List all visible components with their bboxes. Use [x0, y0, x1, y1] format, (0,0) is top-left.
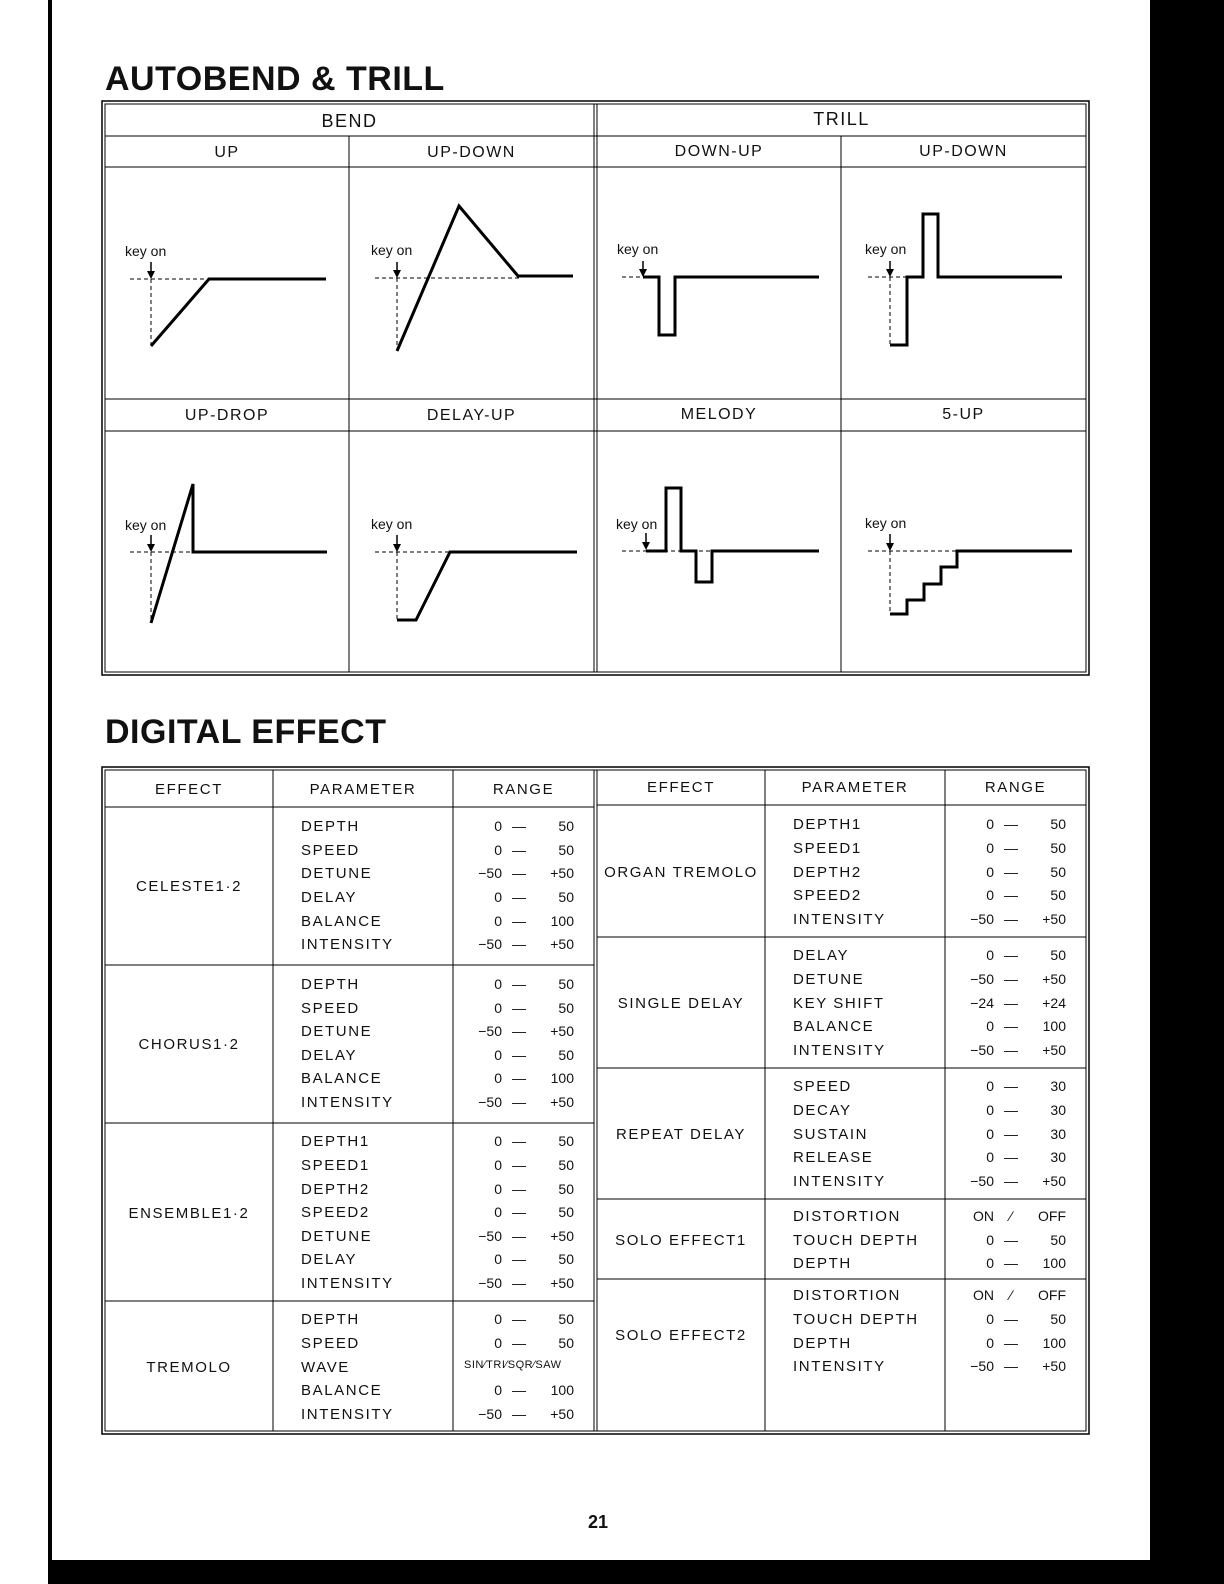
param-name: DETUNE	[301, 1023, 373, 1040]
graph-delay-up	[375, 535, 577, 620]
param-name: DEPTH	[301, 1311, 360, 1328]
param-range: 0 — 30	[986, 1078, 1066, 1094]
param-name: DELAY	[301, 1251, 358, 1268]
param-range: 0 — 50	[494, 1251, 574, 1267]
param-name: DEPTH	[301, 976, 360, 993]
param-range: 0 — 50	[494, 842, 574, 858]
param-range: 0 — 50	[494, 976, 574, 992]
param-name: DECAY	[793, 1102, 852, 1119]
param-name: DISTORTION	[793, 1287, 901, 1304]
param-range: 0 — 50	[986, 947, 1066, 963]
caption-bend-up-down: UP-DOWN	[427, 144, 516, 161]
param-range: −50 — +50	[970, 1173, 1066, 1189]
param-range: 0 — 30	[986, 1102, 1066, 1118]
key-on-label: key on	[865, 515, 907, 531]
param-name: INTENSITY	[793, 1042, 886, 1059]
effect-name: SOLO EFFECT2	[615, 1327, 747, 1344]
header-range: RANGE	[984, 779, 1047, 796]
effect-name: TREMOLO	[146, 1359, 232, 1376]
caption-trill-down-up: DOWN-UP	[674, 143, 764, 160]
param-range: 0 — 100	[494, 1070, 574, 1086]
param-name: INTENSITY	[301, 1094, 394, 1111]
param-range: 0 — 50	[494, 889, 574, 905]
param-range: −50 — +50	[478, 1228, 574, 1244]
param-name: SPEED2	[793, 887, 862, 904]
effect-name: SINGLE DELAY	[617, 995, 745, 1012]
header-parameter: PARAMETER	[801, 779, 909, 796]
param-name: DEPTH2	[301, 1181, 370, 1198]
param-range: 0 — 50	[986, 840, 1066, 856]
param-name: DISTORTION	[793, 1208, 901, 1225]
param-name: SPEED1	[793, 840, 862, 857]
page-border-bottom	[48, 1560, 1224, 1584]
param-name: SUSTAIN	[793, 1126, 869, 1143]
effect-name: ENSEMBLE1·2	[128, 1205, 250, 1222]
param-name: SPEED	[301, 1335, 360, 1352]
header-effect: EFFECT	[155, 781, 223, 798]
param-range: 0 — 50	[986, 864, 1066, 880]
param-name: WAVE	[301, 1359, 350, 1376]
param-name: SPEED	[301, 1000, 360, 1017]
param-name: SPEED	[793, 1078, 852, 1095]
param-name: DEPTH	[793, 1335, 852, 1352]
param-range: −50 — +50	[970, 1042, 1066, 1058]
page-number: 21	[588, 1512, 609, 1532]
graph-melody	[622, 488, 819, 582]
param-name: SPEED	[301, 842, 360, 859]
param-range: −50 — +50	[478, 1275, 574, 1291]
effect-name: SOLO EFFECT1	[615, 1232, 747, 1249]
param-name: DELAY	[301, 889, 358, 906]
param-name: BALANCE	[301, 1070, 383, 1087]
graph-trill-up-down	[868, 214, 1062, 345]
autobend-title: AUTOBEND & TRILL	[105, 60, 445, 98]
param-range: −50 — +50	[970, 1358, 1066, 1374]
param-range: 0 — 50	[494, 818, 574, 834]
param-name: INTENSITY	[793, 1358, 886, 1375]
param-name: DEPTH	[793, 1255, 852, 1272]
param-name: DELAY	[301, 1047, 358, 1064]
graph-trill-down-up	[622, 261, 819, 335]
param-range: 0 — 100	[986, 1255, 1066, 1271]
param-range: 0 — 50	[494, 1204, 574, 1220]
param-name: INTENSITY	[793, 911, 886, 928]
param-range: −50 — +50	[970, 971, 1066, 987]
param-range: 0 — 50	[494, 1311, 574, 1327]
caption-trill-up-down: UP-DOWN	[919, 143, 1008, 160]
param-range: ON ∕ OFF	[973, 1287, 1066, 1303]
param-name: BALANCE	[301, 913, 383, 930]
param-name: SPEED2	[301, 1204, 370, 1221]
param-name: KEY SHIFT	[793, 995, 885, 1012]
param-name: DETUNE	[301, 865, 373, 882]
key-on-label: key on	[125, 517, 167, 533]
digital-effect-title: DIGITAL EFFECT	[105, 713, 387, 751]
param-range: 0 — 50	[494, 1181, 574, 1197]
param-range: −24 — +24	[970, 995, 1066, 1011]
key-on-label: key on	[617, 241, 659, 257]
graph-5-up	[868, 534, 1072, 614]
key-on-label: key on	[371, 516, 413, 532]
param-range: 0 — 30	[986, 1149, 1066, 1165]
param-name: SPEED1	[301, 1157, 370, 1174]
graph-bend-up-down	[375, 206, 573, 351]
effect-name: CELESTE1·2	[135, 878, 243, 895]
param-range: 0 — 50	[494, 1335, 574, 1351]
param-name: DEPTH	[301, 818, 360, 835]
param-name: DEPTH2	[793, 864, 862, 881]
param-name: INTENSITY	[301, 1275, 394, 1292]
caption-up-drop: UP-DROP	[184, 407, 270, 424]
key-on-label: key on	[371, 242, 413, 258]
param-range: −50 — +50	[970, 911, 1066, 927]
header-effect: EFFECT	[647, 779, 715, 796]
bend-header: BEND	[321, 111, 378, 131]
param-name: DELAY	[793, 947, 850, 964]
param-range: 0 — 50	[986, 887, 1066, 903]
param-name: TOUCH DEPTH	[793, 1232, 919, 1249]
param-name: INTENSITY	[301, 936, 394, 953]
param-name: INTENSITY	[793, 1173, 886, 1190]
graph-up	[130, 262, 326, 346]
param-range: 0 — 50	[494, 1000, 574, 1016]
caption-5-up: 5-UP	[942, 406, 985, 423]
param-range: −50 — +50	[478, 936, 574, 952]
effect-name: ORGAN TREMOLO	[604, 864, 758, 881]
param-range: 0 — 50	[494, 1047, 574, 1063]
param-range: 0 — 50	[494, 1157, 574, 1173]
param-range: 0 — 100	[494, 913, 574, 929]
param-range: 0 — 30	[986, 1126, 1066, 1142]
param-name: DETUNE	[301, 1228, 373, 1245]
caption-melody: MELODY	[680, 406, 758, 423]
param-name: TOUCH DEPTH	[793, 1311, 919, 1328]
caption-delay-up: DELAY-UP	[426, 407, 517, 424]
param-range: SIN∕TRI∕SQR∕SAW	[464, 1359, 562, 1371]
param-name: BALANCE	[301, 1382, 383, 1399]
graph-up-drop	[130, 484, 327, 623]
param-range: 0 — 50	[986, 1311, 1066, 1327]
key-on-label: key on	[125, 243, 167, 259]
effect-name: REPEAT DELAY	[615, 1126, 747, 1143]
param-range: −50 — +50	[478, 1406, 574, 1422]
param-range: 0 — 100	[986, 1018, 1066, 1034]
param-range: −50 — +50	[478, 1094, 574, 1110]
autobend-diagram-grid	[0, 0, 1224, 700]
param-name: DEPTH1	[301, 1133, 370, 1150]
param-name: INTENSITY	[301, 1406, 394, 1423]
key-on-label: key on	[616, 516, 658, 532]
param-range: −50 — +50	[478, 1023, 574, 1039]
param-name: DEPTH1	[793, 816, 862, 833]
param-range: −50 — +50	[478, 865, 574, 881]
param-range: 0 — 100	[494, 1382, 574, 1398]
caption-up: UP	[214, 144, 240, 161]
param-range: ON ∕ OFF	[973, 1208, 1066, 1224]
param-name: BALANCE	[793, 1018, 875, 1035]
param-range: 0 — 50	[986, 1232, 1066, 1248]
param-range: 0 — 100	[986, 1335, 1066, 1351]
key-on-label: key on	[865, 241, 907, 257]
effect-name: CHORUS1·2	[138, 1036, 240, 1053]
param-range: 0 — 50	[494, 1133, 574, 1149]
param-range: 0 — 50	[986, 816, 1066, 832]
trill-header: TRILL	[813, 109, 870, 129]
header-parameter: PARAMETER	[309, 781, 417, 798]
header-range: RANGE	[492, 781, 555, 798]
param-name: RELEASE	[793, 1149, 874, 1166]
param-name: DETUNE	[793, 971, 865, 988]
